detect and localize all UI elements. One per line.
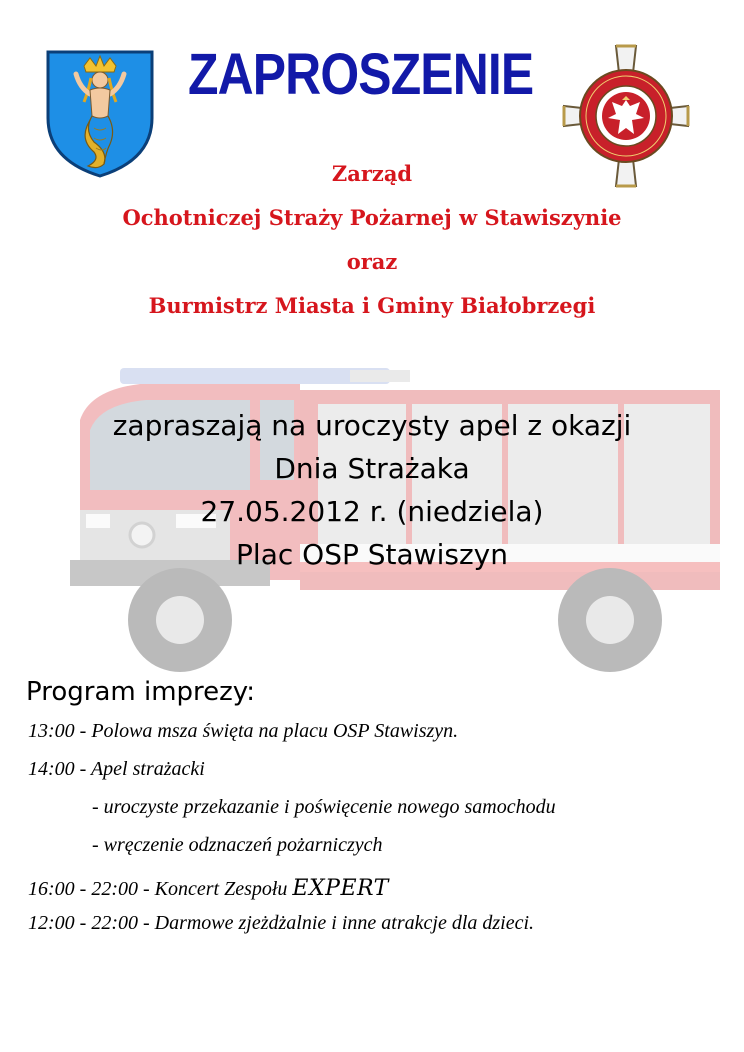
organizer-line: Zarząd: [331, 161, 413, 186]
invitation-line: zapraszają na uroczysty apel z okazji: [112, 409, 632, 442]
program-item-text: 16:00 - 22:00 - Koncert Zespołu: [28, 878, 293, 900]
program-item: 14:00 - Apel strażacki: [28, 758, 205, 780]
organizer-line: Ochotniczej Straży Pożarnej w Stawiszynie: [122, 205, 622, 230]
program-item: 12:00 - 22:00 - Darmowe zjeżdżalnie i inne atrakcje dla dzieci.: [28, 912, 535, 934]
invitation-title: ZAPROSZENIE: [188, 42, 534, 107]
program-subitem: - uroczyste przekazanie i poświęcenie nowego samochodu: [92, 796, 556, 818]
event-location: Plac OSP Stawiszyn: [236, 538, 508, 571]
program-item: [28, 876, 389, 901]
band-name: EXPERT: [292, 876, 389, 901]
event-date: 27.05.2012 r. (niedziela): [200, 495, 544, 528]
event-name: Dnia Strażaka: [274, 452, 470, 485]
organizers-block: [0, 152, 744, 328]
program-subitem: - wręczenie odznaczeń pożarniczych: [92, 834, 383, 856]
program-item: 13:00 - Polowa msza święta na placu OSP Stawiszyn.: [28, 720, 459, 742]
program-heading: Program imprezy:: [26, 677, 256, 707]
organizer-line: oraz: [346, 249, 398, 274]
invitation-text: [0, 404, 744, 576]
organizer-line: Burmistrz Miasta i Gminy Białobrzegi: [148, 293, 596, 318]
